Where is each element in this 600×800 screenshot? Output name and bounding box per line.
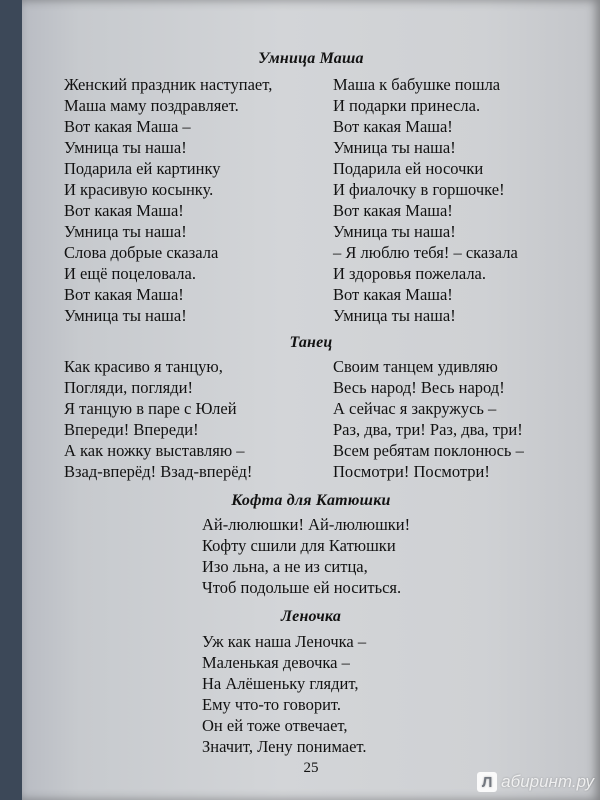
verse-line: Подарила ей носочки — [333, 159, 484, 178]
verse-line: Вот какая Маша! — [64, 201, 184, 220]
verse-line: Своим танцем удивляю — [333, 357, 498, 376]
verse-line: Как красиво я танцую, — [64, 357, 223, 376]
verse-line: Умница ты наша! — [64, 138, 187, 157]
verse-line: Женский праздник наступает, — [64, 75, 273, 94]
verse-line: Подарила ей картинку — [64, 159, 221, 178]
verse-line: Вот какая Маша – — [64, 117, 191, 136]
verse-line: Вот какая Маша! — [333, 285, 453, 304]
verse-line: Умница ты наша! — [333, 222, 456, 241]
labirint-watermark — [477, 772, 594, 792]
poem-title-lenochka: Леночка — [280, 608, 342, 625]
verse-line: Посмотри! Посмотри! — [333, 462, 490, 481]
book-page — [22, 0, 600, 800]
verse-line: Всем ребятам поклонюсь – — [333, 441, 524, 460]
verse-line: Умница ты наша! — [64, 222, 187, 241]
page-number: 25 — [303, 760, 319, 776]
poem-title-umnitsa-masha: Умница Маша — [258, 50, 364, 67]
verse-line: Взад-вперёд! Взад-вперёд! — [64, 462, 253, 481]
verse-line: Раз, два, три! Раз, два, три! — [333, 420, 523, 439]
verse-line: Умница ты наша! — [333, 138, 456, 157]
poem-3-stanza — [202, 514, 410, 598]
poem-title-tanets: Танец — [289, 334, 333, 351]
verse-line: Кофту сшили для Катюшки — [202, 536, 396, 555]
verse-line: Маша к бабушке пошла — [333, 75, 501, 94]
verse-line: И красивую косынку. — [64, 180, 214, 199]
verse-line: Маша маму поздравляет. — [64, 96, 239, 115]
poem-4-stanza — [202, 631, 367, 757]
verse-line: Впереди! Впереди! — [64, 420, 199, 439]
verse-line: Умница ты наша! — [64, 306, 187, 325]
watermark-text: абиринт.ру — [501, 772, 594, 791]
verse-line: Ему что-то говорит. — [202, 695, 342, 714]
verse-line: Весь народ! Весь народ! — [333, 378, 505, 397]
poem-2-left-stanza — [64, 356, 252, 482]
verse-line: А сейчас я закружусь – — [333, 399, 497, 418]
verse-line: Погляди, погляди! — [64, 378, 193, 397]
poem-1-left-stanza — [64, 74, 272, 326]
verse-line: Я танцую в паре с Юлей — [64, 399, 237, 418]
verse-line: Вот какая Маша! — [64, 285, 184, 304]
verse-line: И фиалочку в горшочке! — [333, 180, 505, 199]
poem-title-kofta-dlya-katyushki: Кофта для Катюшки — [231, 492, 391, 509]
labirint-logo-icon: Л — [477, 772, 497, 792]
verse-line: Чтоб подольше ей носиться. — [202, 578, 402, 597]
verse-line: На Алёшеньку глядит, — [202, 674, 359, 693]
verse-line: И подарки принесла. — [333, 96, 481, 115]
verse-line: Умница ты наша! — [333, 306, 456, 325]
verse-line: И ещё поцеловала. — [64, 264, 196, 283]
poem-2-right-stanza — [333, 356, 524, 482]
poem-1-right-stanza — [333, 74, 518, 326]
verse-line: Слова добрые сказала — [64, 243, 219, 262]
verse-line: Значит, Лену понимает. — [202, 737, 367, 756]
verse-line: Вот какая Маша! — [333, 117, 453, 136]
verse-line: Изо льна, а не из ситца, — [202, 557, 368, 576]
verse-line: – Я люблю тебя! – сказала — [333, 243, 518, 262]
verse-line: И здоровья пожелала. — [333, 264, 486, 283]
verse-line: Вот какая Маша! — [333, 201, 453, 220]
verse-line: Маленькая девочка – — [202, 653, 350, 672]
verse-line: А как ножку выставляю – — [64, 441, 245, 460]
verse-line: Ай-люлюшки! Ай-люлюшки! — [202, 515, 411, 534]
verse-line: Уж как наша Леночка – — [202, 632, 367, 651]
verse-line: Он ей тоже отвечает, — [202, 716, 348, 735]
